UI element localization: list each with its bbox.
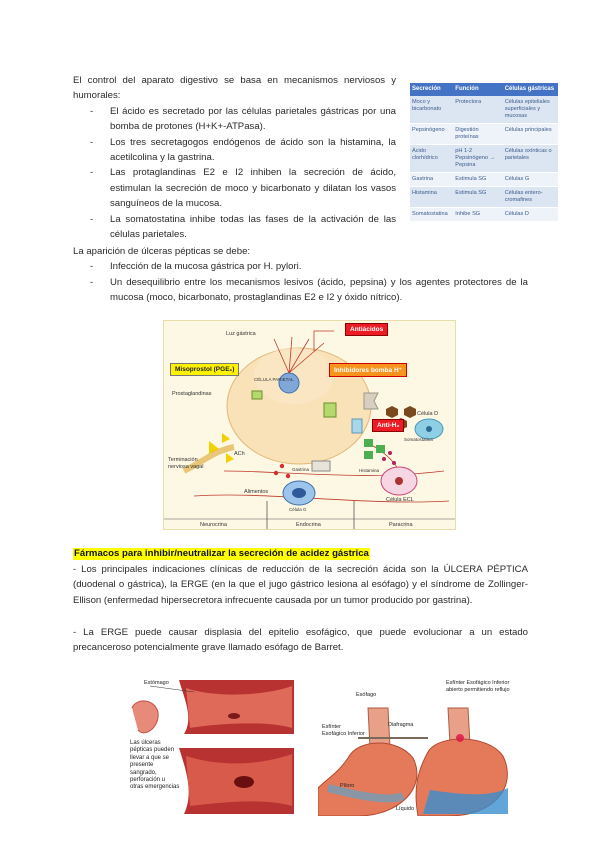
lower-sphincter-label: Esfínter Esofágico Inferior [322, 724, 365, 737]
list-item: - Infección de la mucosa gástrica por H. pylori. [73, 259, 528, 274]
g-cell-label: Célula G [289, 507, 307, 512]
table-row [410, 145, 558, 173]
paragraph: - Los principales indicaciones clínicas de reducción de la secreción ácida son la ÚLCERA PÉPTICA (duodenal o gástrica), la ERGE (en la que el jugo gástrico lesiona al esófago) y el síndrome de Zollinger-Ellison (enfermedad hipersecretora infrecuente causada por un tumor producido por gastrina). [73, 564, 528, 606]
table-cell: Estimula SG [453, 187, 502, 208]
histamine-label: Histamina [359, 468, 380, 473]
list-item: - Un desequilibrio entre los mecanismos lesivos (ácido, pepsina) y los agentes protectores de la mucosa (moco, bicarbonato, prostaglandinas E2 e I2 y óxido nítrico). [73, 275, 528, 306]
table-cell: Células epiteliales superficiales y mucosas [503, 96, 558, 124]
lumen-label: Luz gástrica [226, 331, 256, 337]
table-row [410, 124, 558, 145]
table-row [410, 96, 558, 124]
table-cell: Células principales [503, 124, 558, 145]
table-header: Secreción [410, 83, 453, 96]
liquid-label: Líquido [396, 806, 415, 812]
list-item: - La somatostatina inhibe todas las fases de la activación de las células parietales. [73, 212, 396, 243]
endocrine-label: Endocrina [296, 522, 321, 528]
d-cell-label: Célula D [417, 411, 439, 417]
parietal-cell-label: CÉLULA PARIETAL [254, 377, 294, 382]
stomach-label: Estómago [144, 680, 169, 686]
table-cell: Células oxínticas o parietales [503, 145, 558, 173]
ecl-cell-label: Célula ECL [386, 497, 414, 503]
table-cell: Células D [503, 208, 558, 222]
table-cell: Ácido clorhídrico [410, 145, 453, 173]
vagal-terminal-label: Terminación nerviosa vagal [168, 457, 204, 470]
list-item: - El ácido es secretado por las células parietales gástricas por una bomba de protones (H+K+-ATPasa). [73, 104, 396, 135]
ulcer-section [73, 244, 528, 306]
antiacidos-box: Antiácidos [345, 323, 388, 336]
table-row [410, 187, 558, 208]
gastrin-label: Gastrina [292, 467, 310, 472]
table-cell: Moco y bicarbonato [410, 96, 453, 124]
open-sphincter-label: Esfínter Esofágico Inferior abierto permitiendo reflujo [446, 680, 510, 693]
ach-label: ACh [234, 451, 245, 457]
ulcer-lead: La aparición de úlceras pépticas se debe: [73, 246, 251, 257]
table-row [410, 173, 558, 187]
neurocrine-label: Neurocrina [200, 522, 227, 528]
misoprostol-box: Misoprostol (PGE₁) [170, 363, 239, 376]
table-header: Células gástricas [503, 83, 558, 96]
section-heading: Fármacos para inhibir/neutralizar la secreción de acidez gástrica [74, 548, 369, 559]
table-cell: Células entero-cromafines [503, 187, 558, 208]
somatostatin-label: Somatostatina [404, 437, 433, 442]
ulcer-bullet-list [73, 259, 528, 305]
food-label: Alimentos [244, 489, 269, 495]
paracrine-label: Paracrina [389, 522, 413, 528]
table-row [410, 208, 558, 222]
intro-section [73, 73, 396, 242]
table-cell: Digestión proteínas [453, 124, 502, 145]
intro-lead: El control del aparato digestivo se basa en mecanismos nerviosos y humorales: [73, 75, 396, 102]
table-header: Función [453, 83, 502, 96]
inhibidores-bomba-box: Inhibidores bomba H⁺ [329, 363, 407, 377]
table-cell: Células G [503, 173, 558, 187]
esophagus-label: Esófago [356, 692, 377, 698]
table-cell: Histamina [410, 187, 453, 208]
intro-bullet-list [73, 104, 396, 243]
table-cell: Pepsinógeno [410, 124, 453, 145]
table-cell: Protectora [453, 96, 502, 124]
table-cell: pH 1-2 Pepsinógeno → Pepsina [453, 145, 502, 173]
diaphragm-label: Diafragma [388, 722, 414, 728]
peptic-ulcer-illustration [124, 678, 294, 816]
gerd-artwork [318, 678, 518, 816]
acid-secretion-diagram [163, 320, 456, 530]
list-item: - Las protaglandinas E2 e I2 inhiben la secreción de ácido, estimulan la secreción de moco y bicarbonato y dilatan los vasos sanguíneos de la mucosa. [73, 165, 396, 211]
secretion-table [410, 83, 558, 222]
pylorus-label: Píloro [340, 783, 355, 789]
table-cell: Gastrina [410, 173, 453, 187]
table-cell: Estimula SG [453, 173, 502, 187]
paragraph: - La ERGE puede causar displasia del epitelio esofágico, que puede evolucionar a un estado precanceroso potencialmente grave llamado esófago de Barret. [73, 627, 528, 654]
prostaglandins-label: Prostaglandinas [172, 391, 212, 397]
ulcer-caption: Las úlceras pépticas pueden llevar a que se presente sangrado, perforación u otras emergencias [130, 740, 180, 791]
anti-h2-box: Anti-H₂ [372, 419, 404, 432]
table-cell: Somatostatina [410, 208, 453, 222]
list-item: - Los tres secretagogos endógenos de ácido son la histamina, la acetilcolina y la gastrina. [73, 135, 396, 166]
table-cell: Inhibe SG [453, 208, 502, 222]
gerd-illustration [318, 678, 518, 816]
table-header-row [410, 83, 558, 96]
